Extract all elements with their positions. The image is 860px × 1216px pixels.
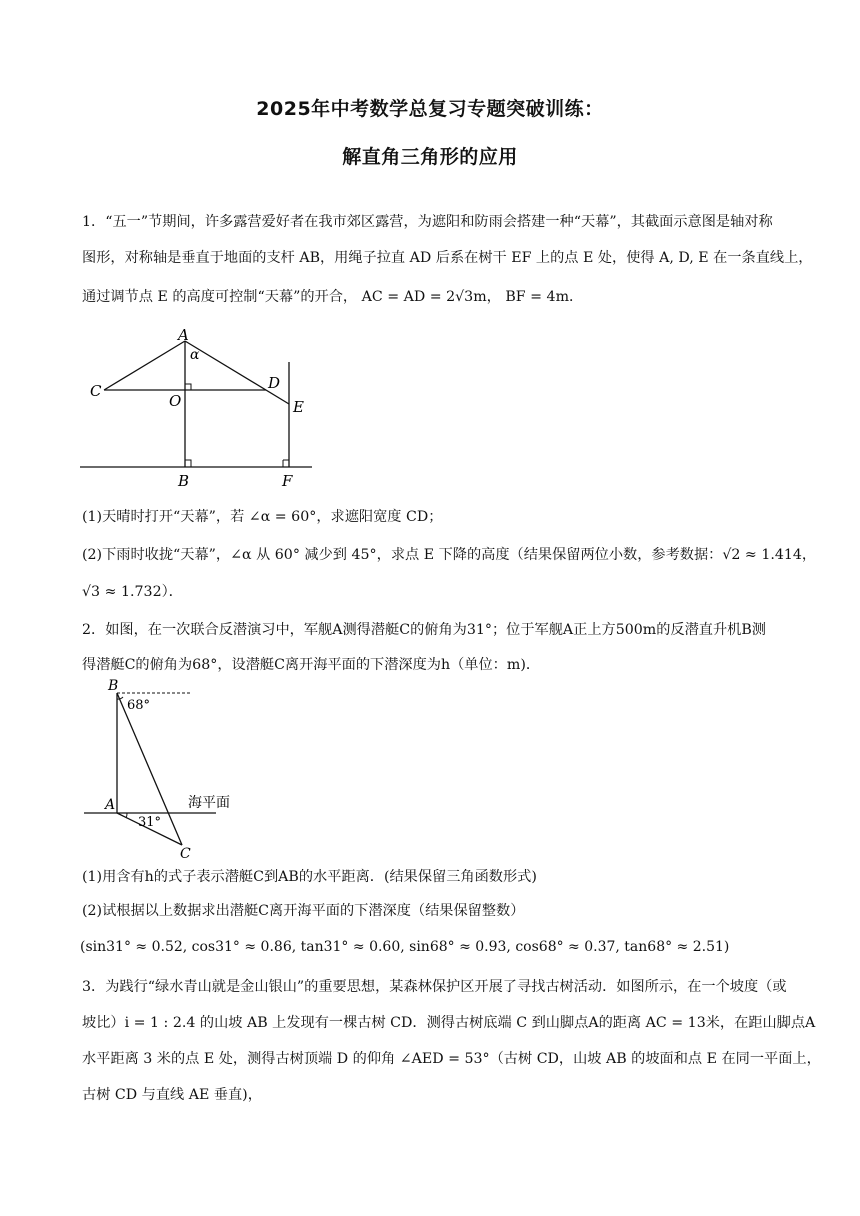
q2-label-angle-68: 68° <box>127 698 151 713</box>
q1-label-A: A <box>178 326 189 344</box>
q2-label-sea-level: 海平面 <box>188 795 230 811</box>
q3-text-line-4: 古树 CD 与直线 AE 垂直)， <box>82 1087 262 1103</box>
q1-label-C: C <box>90 382 102 400</box>
q1-sub-question-2-line-2: √3 ≈ 1.732）． <box>82 584 183 600</box>
q1-label-B: B <box>178 472 190 490</box>
q1-label-E: E <box>293 398 304 416</box>
q2-reference-values: (sin31° ≈ 0.52, cos31° ≈ 0.86, tan31° ≈ 0.60, sin68° ≈ 0.93, cos68° ≈ 0.37, tan68° ≈ 2.51) <box>80 939 730 955</box>
q1-right-angle-B <box>185 460 191 467</box>
q2-label-A: A <box>105 797 116 813</box>
q2-text-line-2: 得潜艇C的俯角为68°，设潜艇C离开海平面的下潜深度为h（单位：m)． <box>82 657 541 673</box>
q1-label-O: O <box>169 392 182 410</box>
q2-angle-arc-31 <box>126 813 127 818</box>
q2-angle-arc-68 <box>117 697 123 699</box>
q1-rope-AE <box>185 341 289 404</box>
q1-text-line-1: 1．“五一”节期间，许多露营爱好者在我市郊区露营，为遮阳和防雨会搭建一种“天幕”，其截面示意图是轴对称 <box>82 214 773 230</box>
q1-text-line-3: 通过调节点 E 的高度可控制“天幕”的开合， AC = AD = 2√3m， BF = 4m． <box>82 289 584 305</box>
q1-right-angle-O <box>185 384 191 390</box>
q2-sub-question-1: (1)用含有h的式子表示潜艇C到AB的水平距离．(结果保留三角函数形式) <box>82 869 537 885</box>
document-subtitle: 解直角三角形的应用 <box>342 146 518 168</box>
q3-text-line-1: 3．为践行“绿水青山就是金山银山”的重要思想，某森林保护区开展了寻找古树活动．如图所示，在一个坡度（或 <box>82 979 787 995</box>
q3-text-line-3: 水平距离 3 米的点 E 处，测得古树顶端 D 的仰角 ∠AED = 53°（古树 CD，山坡 AB 的坡面和点 E 在同一平面上， <box>82 1051 821 1067</box>
q2-sub-question-2: (2)试根据以上数据求出潜艇C离开海平面的下潜深度（结果保留整数） <box>82 903 525 919</box>
q1-text-line-2: 图形，对称轴是垂直于地面的支杆 AB，用绳子拉直 AD 后系在树干 EF 上的点 E 处，使得 A, D, E 在一条直线上， <box>82 250 813 266</box>
q1-sub-question-1: (1)天晴时打开“天幕”，若 ∠α = 60°，求遮阳宽度 CD； <box>82 509 443 525</box>
q1-label-F: F <box>282 472 293 490</box>
q1-rope-AC <box>104 341 185 390</box>
document-title: 2025年中考数学总复习专题突破训练： <box>256 98 604 120</box>
q2-figure <box>80 676 260 860</box>
q2-label-B: B <box>108 678 119 694</box>
q2-label-angle-31: 31° <box>138 815 162 830</box>
q1-sub-question-2-line-1: (2)下雨时收拢“天幕”，∠α 从 60° 减少到 45°，求点 E 下降的高度（结果保留两位小数，参考数据：√2 ≈ 1.414， <box>82 547 817 563</box>
q2-label-C: C <box>180 846 191 860</box>
q3-text-line-2: 坡比）i = 1 : 2.4 的山坡 AB 上发现有一棵古树 CD．测得古树底端 C 到山脚点A的距离 AC = 13米，在距山脚点A <box>82 1015 816 1031</box>
q1-label-D: D <box>268 374 281 392</box>
q1-figure <box>80 326 320 496</box>
q2-text-line-1: 2．如图，在一次联合反潜演习中，军舰A测得潜艇C的俯角为31°；位于军舰A正上方500m的反潜直升机B测 <box>82 622 766 638</box>
q1-label-alpha: α <box>190 347 200 363</box>
